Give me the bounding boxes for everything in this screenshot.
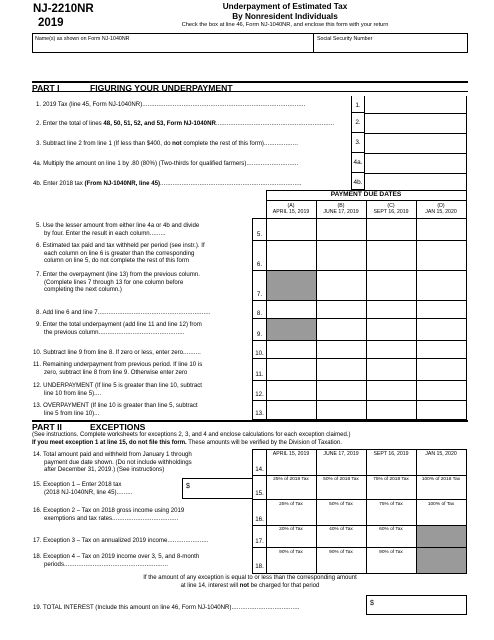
p2-16a: 25% of Tax: [279, 502, 303, 507]
part1-label: PART I: [32, 83, 60, 93]
line15-label: 15. Exception 1 – Enter 2018 tax (2018 NJ-1040NR, line 45).........: [33, 481, 133, 496]
line17-label: 17. Exception 3 – Tax on annualized 2019 income.......................: [33, 537, 209, 544]
line10-label: 10. Subtract line 9 from line 8. If zero or less, enter zero..........: [33, 349, 201, 356]
rule: [366, 200, 367, 419]
col-a-head: (A) APRIL 15, 2019: [272, 203, 310, 215]
part2-note2: If you meet exception 1 at line 15, do not file this form. These amounts will be verified by the Division of Taxation.: [32, 440, 342, 446]
row17-num: 17.: [255, 538, 264, 545]
ssn-field[interactable]: [315, 34, 467, 52]
row10-num: 10.: [255, 350, 264, 357]
line4b-num: 4b.: [351, 173, 365, 190]
form-year: 2019: [38, 17, 64, 29]
rule: [252, 240, 467, 241]
line16-label: 16. Exception 2 – Tax on 2018 gross income using 2019 exemptions and tax rates.....................................: [33, 507, 185, 522]
line1-num: 1.: [351, 96, 365, 113]
line7-label: 7. Enter the overpayment (line 13) from the previous column. (Complete lines 7 through 13 for one column before completing the next column.): [36, 271, 200, 294]
p2-head-c: SEPT 16, 2019: [373, 451, 409, 457]
rule: [316, 200, 317, 419]
rule: [466, 190, 467, 419]
line4a-num: 4a.: [351, 153, 365, 173]
line4a-input[interactable]: [366, 154, 466, 172]
row14-num: 14.: [255, 466, 264, 473]
row9-num: 9.: [256, 331, 263, 338]
rule: [252, 300, 467, 301]
row6-num: 6.: [256, 261, 263, 268]
row18-num: 18.: [255, 563, 264, 570]
line14-label: 14. Total amount paid and withheld from January 1 through payment due date shown. (Do not include withholdings after December 31, 2019.) (See instructions): [33, 451, 192, 474]
rule: [416, 200, 417, 419]
ssn-field-label: Social Security Number: [317, 36, 373, 42]
p2-15d: 100% of 2018 Tax: [421, 477, 461, 482]
col-d-head: (D) JAN 15, 2020: [425, 203, 457, 215]
p2-18b: 90% of Tax: [329, 550, 353, 555]
shaded-cell-9a: [267, 319, 316, 340]
line2-num: 2.: [351, 113, 365, 133]
p2-17c: 60% of Tax: [379, 527, 403, 532]
rule: [252, 400, 467, 401]
line1-input[interactable]: [366, 97, 466, 112]
row13-num: 13.: [255, 410, 264, 417]
line12-label: 12. UNDERPAYMENT (If line 5 is greater than line 10, subtract line 10 from line 5)....: [33, 382, 203, 397]
rule: [252, 573, 467, 574]
name-ssn-divider: [313, 34, 314, 52]
line19-label: 19. TOTAL INTEREST (Include this amount on line 46, Form NJ-1040NR)......................................: [33, 604, 300, 611]
p2-15b: 50% of 2018 Tax: [323, 477, 359, 482]
col-b-head: (B) JUNE 17, 2019: [323, 203, 359, 215]
shaded-cell-7a: [267, 271, 316, 300]
line4a-label: 4a. Multiply the amount on line 1 by .80 (80%) (Two-thirds for qualified farmers).............................: [33, 160, 299, 167]
part2-header: [32, 420, 468, 431]
line4b-label: 4b. Enter 2018 tax (From NJ-1040NR, line 45)...............................................................................: [33, 180, 302, 187]
line13-label: 13. OVERPAYMENT (If line 10 is greater than line 5, subtract line 5 from line 10)...: [33, 402, 198, 417]
form-id: NJ-2210NR: [33, 3, 94, 15]
row5-num: 5.: [256, 231, 263, 238]
footer-note2: at line 14, interest will not be charged for that period: [180, 583, 320, 589]
name-ssn-box: [32, 33, 468, 53]
rule: [252, 358, 467, 359]
part1-title: FIGURING YOUR UNDERPAYMENT: [90, 83, 233, 93]
line1-label: 1. 2019 Tax (line 45, Form NJ-1040NR)...........................................................................................: [36, 101, 306, 108]
line2-label: 2. Enter the total of lines 48, 50, 51, 52, and 53, Form NJ-1040NR..................................................................: [36, 120, 335, 127]
due-dates-title: PAYMENT DUE DATES: [330, 191, 402, 198]
line4b-input[interactable]: [366, 174, 466, 189]
part1-header: [32, 81, 468, 92]
col-c-head: (C) SEPT 16, 2019: [373, 203, 409, 215]
rule: [252, 380, 467, 381]
header-instruction: Check the box at line 46, Form NJ-1040NR, and enclose this form with your return: [181, 22, 389, 28]
line2-input[interactable]: [366, 114, 466, 132]
p2-head-d: JAN 15, 2020: [425, 451, 457, 457]
p2-18a: 90% of Tax: [279, 550, 303, 555]
part2-label: PART II: [32, 422, 62, 432]
part2-title: EXCEPTIONS: [90, 422, 146, 432]
name-field-label: Name(s) as shown on Form NJ-1040NR: [35, 36, 130, 42]
line19-dollar: $: [370, 600, 374, 607]
p2-16b: 50% of Tax: [329, 502, 353, 507]
p2-15a: 25% of 2018 Tax: [273, 477, 309, 482]
footer-note1: If the amount of any exception is equal to or less than the corresponding amount: [143, 575, 357, 581]
line5-label: 5. Use the lesser amount from either line 4a or 4b and divide by four. Enter the result in each column.........: [36, 222, 200, 237]
form-subtitle: By Nonresident Individuals: [232, 12, 338, 21]
rule: [252, 340, 467, 341]
line19-amount-box[interactable]: [366, 595, 467, 615]
name-field[interactable]: [33, 34, 311, 52]
row7-num: 7.: [256, 291, 263, 298]
line15-dollar: $: [186, 483, 190, 490]
rule: [252, 499, 467, 500]
line6-label: 6. Estimated tax paid and tax withheld per period (see instr.). If each column on line 6 is greater than the corresponding column on line 5, do not complete the rest of this form: [36, 242, 205, 265]
row12-num: 12.: [255, 391, 264, 398]
p2-head-a: APRIL 15, 2019: [272, 451, 310, 457]
p2-17a: 20% of Tax: [279, 527, 303, 532]
line15-amount-box[interactable]: [182, 478, 252, 499]
p2-18c: 90% of Tax: [379, 550, 403, 555]
rule: [266, 190, 267, 419]
row8-num: 8.: [256, 310, 263, 317]
form-title: Underpayment of Estimated Tax: [222, 2, 348, 11]
p2-head-b: JUNE 17, 2019: [323, 451, 359, 457]
p2-15c: 75% of 2018 Tax: [373, 477, 409, 482]
p2-16d: 100% of Tax: [427, 502, 455, 507]
row15-num: 15.: [255, 490, 264, 497]
rule: [252, 475, 467, 476]
line3-num: 3.: [351, 133, 365, 153]
top-box-right-border: [466, 96, 467, 190]
rule: [252, 449, 467, 450]
shaded-cell-18d: [417, 548, 466, 573]
rule: [466, 449, 467, 573]
part2-note1: (See instructions. Complete worksheets for exceptions 2, 3, and 4 and enclose calculations for each exception claimed.): [32, 432, 351, 438]
line11-label: 11. Remaining underpayment from previous period. If line 10 is zero, subtract line 8 from line 9. Otherwise enter zero: [33, 361, 203, 376]
line18-label: 18. Exception 4 – Tax on 2019 income over 3, 5, and 8-month periods..........................................................: [33, 553, 200, 568]
line3-label: 3. Subtract line 2 from line 1 (If less than $400, do not complete the rest of this form)...................: [36, 140, 299, 147]
shaded-cell-17d: [417, 526, 466, 547]
row11-num: 11.: [255, 371, 264, 378]
line9-label: 9. Enter the total underpayment (add line 11 and line 12) from the previous column................................................: [36, 321, 202, 336]
p2-17b: 40% of Tax: [329, 527, 353, 532]
row16-num: 16.: [255, 516, 264, 523]
rule: [252, 218, 467, 219]
line8-label: 8. Add line 6 and line 7...............................................................: [36, 309, 211, 316]
line3-input[interactable]: [366, 134, 466, 152]
p2-16c: 75% of Tax: [379, 502, 403, 507]
